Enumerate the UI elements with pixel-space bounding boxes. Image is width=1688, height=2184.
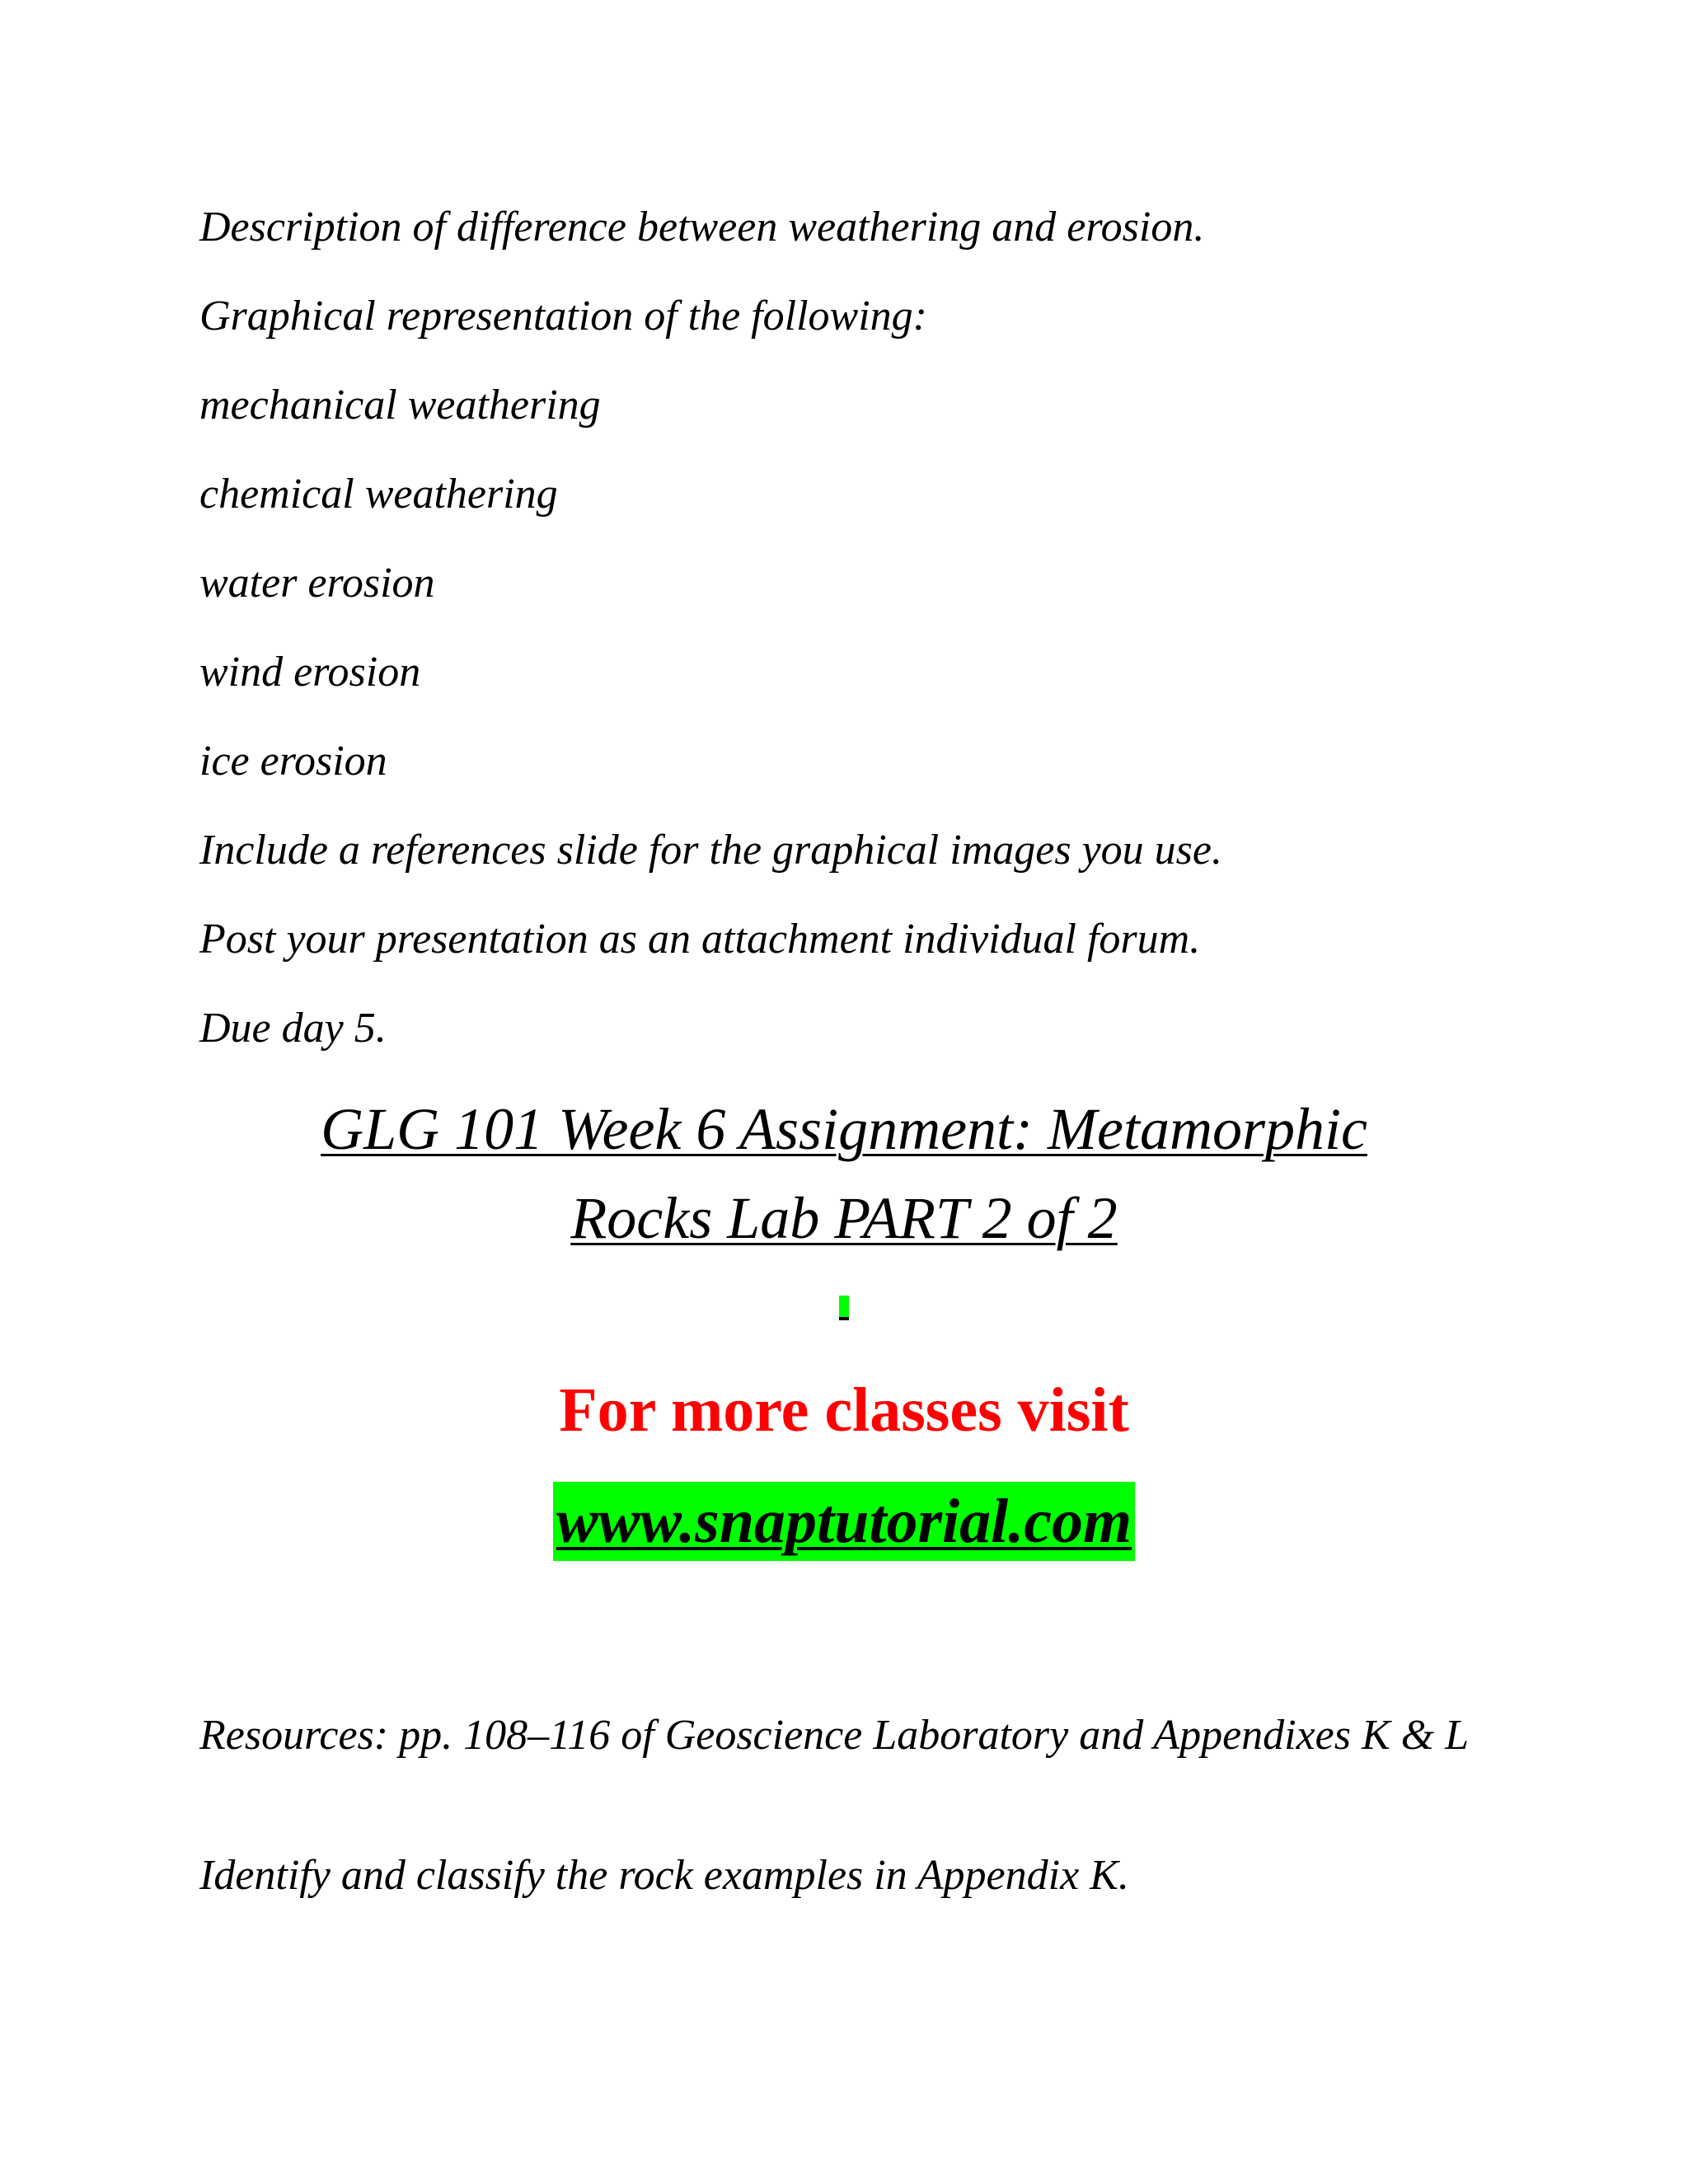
assignment-heading-line-1[interactable]: GLG 101 Week 6 Assignment: Metamorphic: [321, 1096, 1367, 1162]
highlight-marker: [839, 1296, 849, 1320]
paragraph-resources: Resources: pp. 108–116 of Geoscience Laboratory and Appendixes K & L: [199, 1712, 1470, 1759]
list-item-water-erosion: water erosion: [199, 560, 435, 607]
snaptutorial-link[interactable]: www.snaptutorial.com: [553, 1482, 1135, 1561]
list-item-ice-erosion: ice erosion: [199, 738, 387, 785]
list-item-wind-erosion: wind erosion: [199, 649, 421, 696]
paragraph-post-presentation: Post your presentation as an attachment individual forum.: [199, 916, 1201, 963]
paragraph-graphical-representation: Graphical representation of the following:: [199, 293, 927, 340]
paragraph-weathering-erosion-description: Description of difference between weathering and erosion.: [199, 204, 1205, 251]
promo-text: For more classes visit: [559, 1376, 1129, 1445]
assignment-heading-line-2[interactable]: Rocks Lab PART 2 of 2: [570, 1185, 1118, 1251]
paragraph-references-slide: Include a references slide for the graphical images you use.: [199, 827, 1222, 874]
paragraph-due-date: Due day 5.: [199, 1005, 387, 1052]
list-item-mechanical-weathering: mechanical weathering: [199, 382, 601, 429]
paragraph-identify-classify: Identify and classify the rock examples in Appendix K.: [199, 1852, 1129, 1899]
list-item-chemical-weathering: chemical weathering: [199, 471, 558, 518]
promo-link-container: [0, 1482, 1688, 1561]
